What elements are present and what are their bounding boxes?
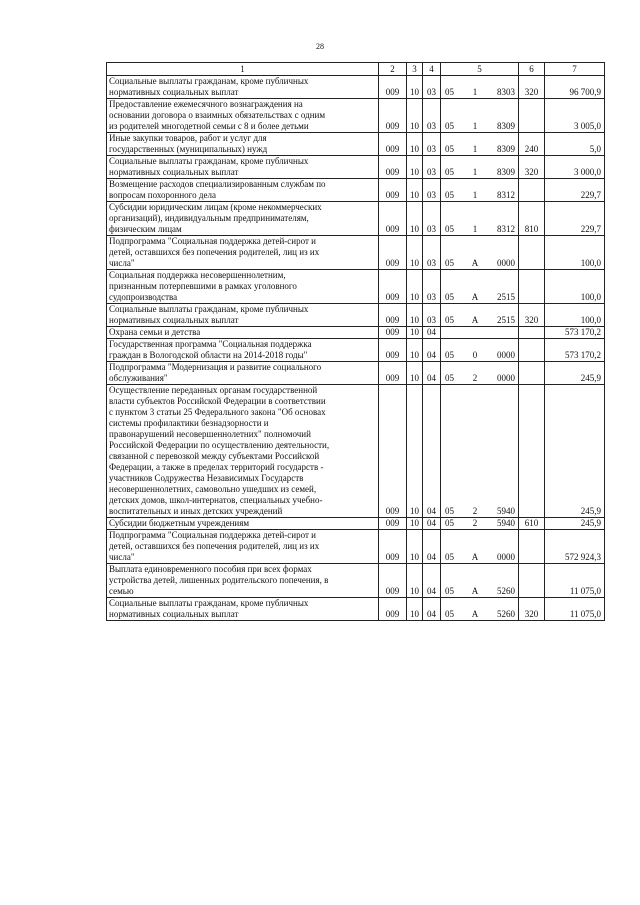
target-article-cell: [441, 564, 519, 598]
header-cell: 5: [441, 63, 519, 76]
section-cell: 10: [407, 76, 423, 99]
row-name: Субсидии бюджетным учреждениям: [109, 518, 250, 528]
direction-code: 8309: [497, 121, 515, 131]
table-row: [107, 76, 605, 99]
row-name-cell: [107, 304, 379, 327]
header-cell: 6: [519, 63, 545, 76]
subsection-cell: 04: [423, 327, 441, 339]
amount-cell: 573 170,2: [545, 327, 605, 339]
program-code: 05: [445, 121, 454, 131]
row-name: Охрана семьи и детства: [109, 327, 201, 337]
row-name: Осуществление переданных органам государственной власти субъектов Российской Федерации в соответствии с пунктом 3 статьи 25 Федерального закона "Об основах системы профилактики безнадзорности и правонарушений несовершеннолетних" полномочий Российской Федерации по осуществлению деятельности, связанной с перевозкой между субъектами Российской Федерации, а также в пределах территорий государств - участников Содружества Независимых Государств несовершеннолетних, самовольно ушедших из семей, детских домов, школ-интернатов, специальных учебно- воспитательных и иных детских учреждений: [109, 385, 330, 516]
row-name-cell: [107, 339, 379, 362]
expense-type-cell: [519, 339, 545, 362]
header-cell: 1: [107, 63, 379, 76]
table-row: [107, 202, 605, 236]
amount-cell: 229,7: [545, 179, 605, 202]
amount-cell: 5,0: [545, 133, 605, 156]
subprogram-code: А: [471, 292, 479, 302]
subsection-cell: 03: [423, 270, 441, 304]
subsection-cell: 03: [423, 179, 441, 202]
code-cell: 009: [379, 564, 407, 598]
target-article-cell: [441, 133, 519, 156]
section-cell: 10: [407, 564, 423, 598]
direction-code: 8303: [497, 87, 515, 97]
subprogram-code: 2: [472, 373, 478, 383]
section-cell: 10: [407, 270, 423, 304]
code-cell: 009: [379, 598, 407, 621]
row-name: Возмещение расходов специализированным службам по вопросам похоронного дела: [109, 179, 326, 200]
direction-code: 0000: [497, 373, 515, 383]
target-article-cell: [441, 598, 519, 621]
subprogram-code: 1: [472, 144, 478, 154]
expense-type-cell: 320: [519, 304, 545, 327]
header-cell: 3: [407, 63, 423, 76]
program-code: 05: [445, 315, 454, 325]
subsection-cell: 04: [423, 518, 441, 530]
code-cell: 009: [379, 270, 407, 304]
program-code: 05: [445, 292, 454, 302]
target-article-cell: [441, 236, 519, 270]
program-code: 05: [445, 586, 454, 596]
code-cell: 009: [379, 236, 407, 270]
amount-cell: 3 005,0: [545, 99, 605, 133]
section-cell: 10: [407, 202, 423, 236]
subprogram-code: 1: [472, 190, 478, 200]
section-cell: 10: [407, 327, 423, 339]
direction-code: 5260: [497, 586, 515, 596]
amount-cell: 100,0: [545, 270, 605, 304]
subprogram-code: 1: [472, 224, 478, 234]
row-name-cell: [107, 202, 379, 236]
subprogram-code: 1: [472, 121, 478, 131]
subprogram-code: 2: [472, 506, 478, 516]
program-code: 05: [445, 144, 454, 154]
section-cell: 10: [407, 133, 423, 156]
target-article-cell: [441, 99, 519, 133]
code-cell: 009: [379, 202, 407, 236]
target-article-cell: [441, 339, 519, 362]
amount-cell: 11 075,0: [545, 598, 605, 621]
subsection-cell: 03: [423, 76, 441, 99]
row-name: Социальные выплаты гражданам, кроме публичных нормативных социальных выплат: [109, 156, 309, 177]
direction-code: 2515: [497, 292, 515, 302]
code-cell: 009: [379, 339, 407, 362]
row-name-cell: [107, 518, 379, 530]
target-article-cell: [441, 518, 519, 530]
direction-code: 8309: [497, 144, 515, 154]
program-code: 05: [445, 609, 454, 619]
row-name: Подпрограмма "Модернизация и развитие социального обслуживания": [109, 362, 322, 383]
expense-type-cell: 240: [519, 133, 545, 156]
target-article-cell: [441, 304, 519, 327]
row-name-cell: [107, 133, 379, 156]
row-name: Выплата единовременного пособия при всех формах устройства детей, лишенных родительского попечения, в семью: [109, 564, 329, 596]
expense-type-cell: [519, 362, 545, 385]
row-name-cell: [107, 385, 379, 518]
row-name-cell: [107, 362, 379, 385]
code-cell: 009: [379, 156, 407, 179]
section-cell: 10: [407, 156, 423, 179]
page-number: 28: [316, 42, 324, 51]
program-code: 05: [445, 167, 454, 177]
code-cell: 009: [379, 385, 407, 518]
target-article-cell: [441, 202, 519, 236]
row-name: Социальные выплаты гражданам, кроме публичных нормативных социальных выплат: [109, 304, 309, 325]
direction-code: 5260: [497, 609, 515, 619]
row-name-cell: [107, 564, 379, 598]
table-row: [107, 179, 605, 202]
target-article-cell: [441, 530, 519, 564]
row-name-cell: [107, 236, 379, 270]
amount-cell: 229,7: [545, 202, 605, 236]
amount-cell: 3 000,0: [545, 156, 605, 179]
header-cell: 4: [423, 63, 441, 76]
expense-type-cell: 320: [519, 598, 545, 621]
subsection-cell: 04: [423, 530, 441, 564]
section-cell: 10: [407, 339, 423, 362]
subprogram-code: А: [471, 609, 479, 619]
expense-type-cell: 610: [519, 518, 545, 530]
direction-code: 0000: [497, 552, 515, 562]
target-article-cell: [441, 179, 519, 202]
subsection-cell: 04: [423, 339, 441, 362]
section-cell: 10: [407, 385, 423, 518]
program-code: 05: [445, 373, 454, 383]
table-row: [107, 339, 605, 362]
row-name-cell: [107, 156, 379, 179]
expense-type-cell: [519, 99, 545, 133]
row-name-cell: [107, 327, 379, 339]
expense-type-cell: [519, 564, 545, 598]
subprogram-code: 1: [472, 167, 478, 177]
subsection-cell: 03: [423, 99, 441, 133]
direction-code: 5940: [497, 506, 515, 516]
subprogram-code: А: [471, 258, 479, 268]
table-row: [107, 564, 605, 598]
amount-cell: 245,9: [545, 385, 605, 518]
amount-cell: 100,0: [545, 236, 605, 270]
table-row: [107, 362, 605, 385]
section-cell: 10: [407, 598, 423, 621]
row-name-cell: [107, 270, 379, 304]
row-name-cell: [107, 598, 379, 621]
program-code: 05: [445, 258, 454, 268]
target-article-cell: [441, 362, 519, 385]
expense-type-cell: [519, 530, 545, 564]
table-row: [107, 518, 605, 530]
section-cell: 10: [407, 179, 423, 202]
amount-cell: 572 924,3: [545, 530, 605, 564]
section-cell: 10: [407, 304, 423, 327]
section-cell: 10: [407, 530, 423, 564]
table-row: [107, 598, 605, 621]
code-cell: 009: [379, 179, 407, 202]
subprogram-code: А: [471, 552, 479, 562]
program-code: 05: [445, 350, 454, 360]
program-code: 05: [445, 190, 454, 200]
direction-code: 8312: [497, 224, 515, 234]
program-code: 05: [445, 552, 454, 562]
row-name: Социальные выплаты гражданам, кроме публичных нормативных социальных выплат: [109, 76, 309, 97]
expense-type-cell: [519, 236, 545, 270]
direction-code: 5940: [497, 518, 515, 528]
subsection-cell: 04: [423, 564, 441, 598]
table-row: [107, 99, 605, 133]
code-cell: 009: [379, 99, 407, 133]
section-cell: 10: [407, 99, 423, 133]
amount-cell: 245,9: [545, 362, 605, 385]
subprogram-code: А: [471, 315, 479, 325]
code-cell: 009: [379, 327, 407, 339]
code-cell: 009: [379, 530, 407, 564]
section-cell: 10: [407, 236, 423, 270]
subsection-cell: 03: [423, 156, 441, 179]
direction-code: 0000: [497, 258, 515, 268]
expense-type-cell: 320: [519, 76, 545, 99]
program-code: 05: [445, 506, 454, 516]
row-name-cell: [107, 530, 379, 564]
expense-type-cell: [519, 270, 545, 304]
row-name: Предоставление ежемесячного вознаграждения на основании договора о взаимных обязательствах с одним из родителей многодетной семьи с 8 и более детьми: [109, 99, 326, 131]
amount-cell: 11 075,0: [545, 564, 605, 598]
amount-cell: 245,9: [545, 518, 605, 530]
row-name: Иные закупки товаров, работ и услуг для государственных (муниципальных) нужд: [109, 133, 268, 154]
row-name: Социальная поддержка несовершеннолетним, признанным потерпевшими в рамках уголовного судопроизводства: [109, 270, 297, 302]
program-code: 05: [445, 518, 454, 528]
row-name-cell: [107, 76, 379, 99]
expense-type-cell: 320: [519, 156, 545, 179]
expense-type-cell: [519, 179, 545, 202]
direction-code: 0000: [497, 350, 515, 360]
target-article-cell: [441, 270, 519, 304]
header-cell: 2: [379, 63, 407, 76]
row-name: Подпрограмма "Социальная поддержка детей-сирот и детей, оставшихся без попечения родителей, лиц из их числа": [109, 530, 320, 562]
expense-type-cell: [519, 385, 545, 518]
target-article-cell: [441, 385, 519, 518]
subsection-cell: 03: [423, 236, 441, 270]
target-article-cell: [441, 156, 519, 179]
section-cell: 10: [407, 362, 423, 385]
row-name: Субсидии юридическим лицам (кроме некоммерческих организаций), индивидуальным предпринимателям, физическим лицам: [109, 202, 322, 234]
subprogram-code: 0: [472, 350, 478, 360]
subprogram-code: 1: [472, 87, 478, 97]
subsection-cell: 04: [423, 362, 441, 385]
table-row: [107, 327, 605, 339]
table-row: [107, 236, 605, 270]
subprogram-code: 2: [472, 518, 478, 528]
amount-cell: 573 170,2: [545, 339, 605, 362]
table-row: [107, 530, 605, 564]
table-row: [107, 133, 605, 156]
subsection-cell: 03: [423, 304, 441, 327]
code-cell: 009: [379, 304, 407, 327]
subprogram-code: А: [471, 586, 479, 596]
expense-type-cell: [519, 327, 545, 339]
target-article-cell: [441, 327, 519, 339]
direction-code: 8312: [497, 190, 515, 200]
amount-cell: 100,0: [545, 304, 605, 327]
subsection-cell: 04: [423, 385, 441, 518]
table-row: [107, 156, 605, 179]
table-row: [107, 270, 605, 304]
row-name: Государственная программа "Социальная поддержка граждан в Вологодской области на 2014-2018 годы": [109, 339, 312, 360]
table-row: [107, 385, 605, 518]
code-cell: 009: [379, 518, 407, 530]
code-cell: 009: [379, 133, 407, 156]
header-cell: 7: [545, 63, 605, 76]
program-code: 05: [445, 224, 454, 234]
expense-type-cell: 810: [519, 202, 545, 236]
table-header-row: [107, 63, 605, 76]
program-code: 05: [445, 87, 454, 97]
amount-cell: 96 700,9: [545, 76, 605, 99]
row-name-cell: [107, 179, 379, 202]
section-cell: 10: [407, 518, 423, 530]
row-name: Подпрограмма "Социальная поддержка детей-сирот и детей, оставшихся без попечения родителей, лиц из их числа": [109, 236, 320, 268]
direction-code: 2515: [497, 315, 515, 325]
row-name-cell: [107, 99, 379, 133]
budget-table: [106, 62, 605, 621]
code-cell: 009: [379, 362, 407, 385]
table-row: [107, 304, 605, 327]
code-cell: 009: [379, 76, 407, 99]
target-article-cell: [441, 76, 519, 99]
subsection-cell: 03: [423, 202, 441, 236]
subsection-cell: 04: [423, 598, 441, 621]
direction-code: 8309: [497, 167, 515, 177]
subsection-cell: 03: [423, 133, 441, 156]
row-name: Социальные выплаты гражданам, кроме публичных нормативных социальных выплат: [109, 598, 309, 619]
